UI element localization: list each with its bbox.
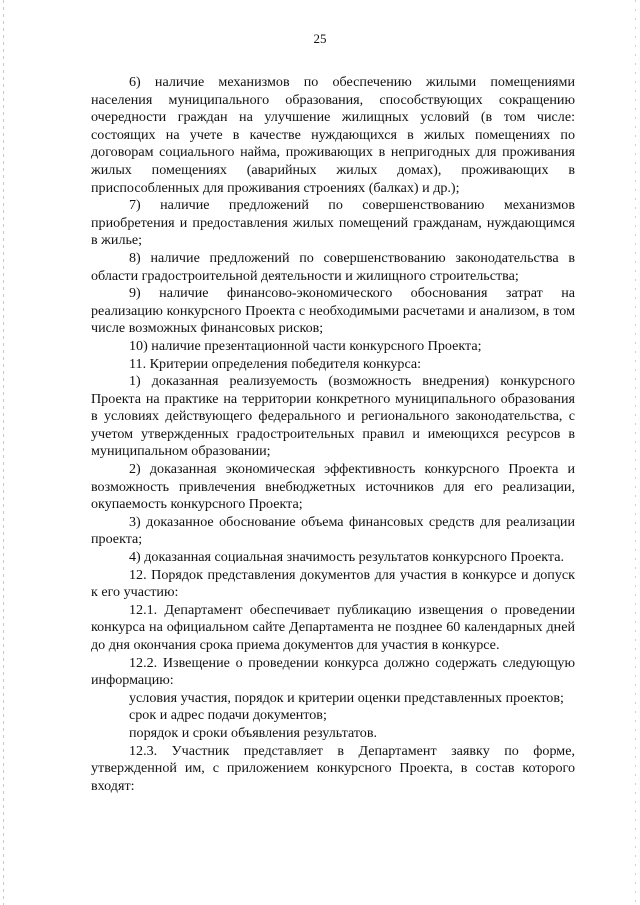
- criterion-1: 1) доказанная реализуемость (возможность внедрения) конкурсного Проекта на практике на территории конкретного муниципального образования в условиях действующего федерального и регионального законодательства, с учетом утвержденных градостроительных правил и имеющихся ресурсов в муниципальном образовании;: [91, 373, 575, 460]
- clause-12-1: 12.1. Департамент обеспечивает публикацию извещения о проведении конкурса на официальном сайте Департамента не позднее 60 календарных дней до дня окончания срока приема документов для участия в конкурсе.: [91, 601, 575, 653]
- document-body: [91, 74, 575, 795]
- criterion-3: 3) доказанное обоснование объема финансовых средств для реализации проекта;: [91, 513, 575, 548]
- notice-item-results: порядок и сроки объявления результатов.: [129, 724, 378, 741]
- paragraph-item-6: 6) наличие механизмов по обеспечению жилыми помещениями населения муниципального образования, способствующих сокращению очередности граждан на улучшение жилищных условий (в том числе: состоящих на учете в качестве нуждающихся в жилых помещениях по договорам социального найма, проживающих в непригодных для проживания жилых помещениях (аварийных жилых домах), проживающих в приспособленных для проживания строениях (балках) и др.);: [91, 74, 575, 196]
- paragraph-item-10: 10) наличие презентационной части конкурсного Проекта;: [129, 337, 482, 354]
- notice-item-deadline: срок и адрес подачи документов;: [129, 707, 327, 724]
- scan-edge-right: [635, 0, 636, 905]
- clause-12-3: 12.3. Участник представляет в Департамент заявку по форме, утвержденной им, с приложением конкурсного Проекта, в состав которого входят:: [91, 742, 575, 794]
- notice-item-conditions: условия участия, порядок и критерии оценки представленных проектов;: [129, 689, 564, 706]
- clause-12-2: 12.2. Извещение о проведении конкурса должно содержать следующую информацию:: [91, 654, 575, 689]
- criterion-4: 4) доказанная социальная значимость результатов конкурсного Проекта.: [129, 549, 564, 566]
- section-12-heading: 12. Порядок представления документов для участия в конкурсе и допуск к его участию:: [91, 566, 575, 601]
- paragraph-item-8: 8) наличие предложений по совершенствованию законодательства в области градостроительной деятельности и жилищного строительства;: [91, 249, 575, 284]
- paragraph-item-7: 7) наличие предложений по совершенствованию механизмов приобретения и предоставления жилых помещений гражданам, нуждающимся в жилье;: [91, 197, 575, 249]
- page-number: 25: [313, 31, 327, 46]
- criterion-2: 2) доказанная экономическая эффективность конкурсного Проекта и возможность привлечения внебюджетных источников для его реализации, окупаемость конкурсного Проекта;: [91, 461, 575, 513]
- section-11-heading: 11. Критерии определения победителя конкурса:: [129, 355, 422, 372]
- paragraph-item-9: 9) наличие финансово-экономического обоснования затрат на реализацию конкурсного Проекта с необходимыми расчетами и анализом, в том числе возможных финансовых рисков;: [91, 285, 575, 337]
- scan-edge-left: [3, 0, 4, 905]
